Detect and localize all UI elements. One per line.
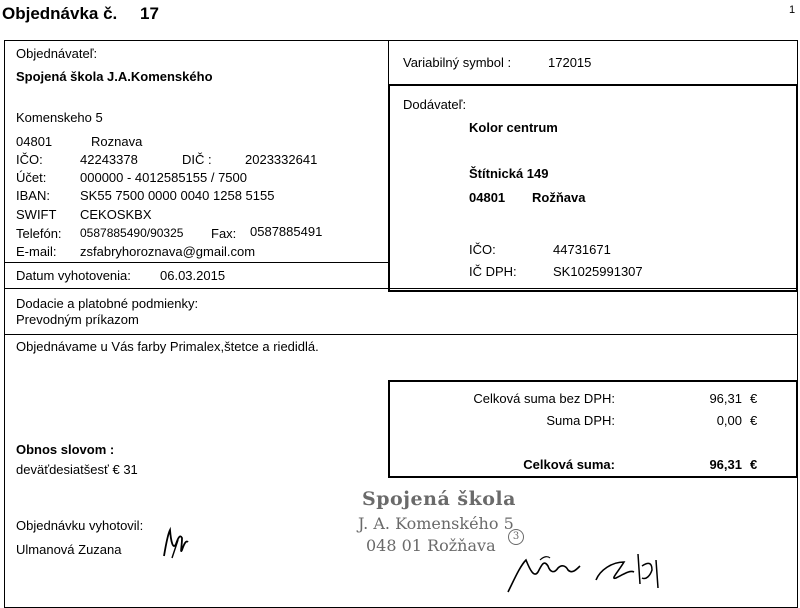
document-title	[2, 4, 159, 24]
order-number: 17	[140, 4, 159, 23]
buyer-account: 000000 - 4012585155 / 7500	[80, 170, 247, 185]
currency-2: €	[750, 413, 758, 428]
buyer-phone: 0587885490/90325	[80, 226, 184, 240]
buyer-iban-label: IBAN:	[16, 188, 50, 203]
buyer-label: Objednávateľ:	[16, 46, 98, 61]
buyer-email: zsfabryhoroznava@gmail.com	[80, 244, 256, 259]
supplier-ico: 44731671	[553, 242, 611, 257]
grand-total-label: Celková suma:	[523, 457, 615, 472]
buyer-dic-label: DIČ :	[182, 152, 212, 167]
vat-label: Suma DPH:	[546, 413, 615, 428]
buyer-account-label: Účet:	[16, 170, 47, 185]
supplier-icdph: SK1025991307	[553, 264, 643, 279]
in-words-label: Obnos slovom :	[16, 442, 115, 457]
buyer-swift: CEKOSKBX	[80, 207, 152, 222]
buyer-email-label: E-mail:	[16, 244, 57, 259]
buyer-ico: 42243378	[80, 152, 138, 167]
stamp-mark: 3	[508, 529, 524, 545]
buyer-ico-label: IČO:	[16, 152, 43, 167]
stamp-line-3: 048 01 Rožňava	[366, 536, 496, 555]
terms-value: Prevodným príkazom	[16, 312, 139, 327]
divider-terms	[4, 288, 798, 289]
divider-order	[4, 334, 798, 335]
buyer-swift-label: SWIFT	[16, 207, 57, 222]
date-label: Datum vyhotovenia:	[16, 268, 131, 283]
supplier-name: Kolor centrum	[469, 120, 558, 135]
divider-date	[4, 262, 388, 263]
supplier-zip: 04801	[469, 190, 506, 205]
currency-1: €	[750, 391, 758, 406]
grand-total-value: 96,31	[709, 457, 742, 472]
buyer-fax: 0587885491	[250, 224, 323, 239]
total-without-vat-label: Celková suma bez DPH:	[473, 391, 615, 406]
supplier-street: Štítnická 149	[469, 166, 549, 181]
page-number: 1	[789, 4, 796, 16]
buyer-zip: 04801	[16, 134, 53, 149]
buyer-name: Spojená škola J.A.Komenského	[16, 69, 213, 84]
buyer-dic: 2023332641	[245, 152, 318, 167]
buyer-iban: SK55 7500 0000 0040 1258 5155	[80, 188, 275, 203]
supplier-ico-label: IČO:	[469, 242, 496, 257]
buyer-fax-label: Fax:	[211, 226, 237, 241]
issued-by-name: Ulmanová Zuzana	[16, 542, 122, 557]
supplier-city: Rožňava	[532, 190, 586, 205]
date-value: 06.03.2015	[160, 268, 226, 283]
vat-value: 0,00	[716, 413, 742, 428]
stamp-line-1: Spojená škola	[362, 488, 516, 510]
stamp-line-2: J. A. Komenského 5	[358, 514, 514, 533]
in-words-value: deväťdesiatšesť € 31	[16, 462, 138, 477]
title-label: Objednávka č.	[2, 4, 118, 23]
buyer-street: Komenskeho 5	[16, 110, 103, 125]
order-text: Objednávame u Vás farby Primalex,štetce a riedidlá.	[16, 339, 319, 354]
buyer-city: Roznava	[91, 134, 143, 149]
supplier-label: Dodávateľ:	[403, 97, 467, 112]
variable-symbol-value: 172015	[548, 55, 592, 70]
signature-large	[500, 540, 680, 602]
signature-small	[158, 520, 194, 564]
buyer-phone-label: Telefón:	[16, 226, 62, 241]
supplier-icdph-label: IČ DPH:	[469, 264, 517, 279]
issued-by-label: Objednávku vyhotovil:	[16, 518, 144, 533]
variable-symbol-label: Variabilný symbol :	[403, 55, 512, 70]
total-without-vat-value: 96,31	[709, 391, 742, 406]
terms-label: Dodacie a platobné podmienky:	[16, 296, 199, 311]
supplier-box	[388, 84, 798, 292]
currency-3: €	[750, 457, 758, 472]
